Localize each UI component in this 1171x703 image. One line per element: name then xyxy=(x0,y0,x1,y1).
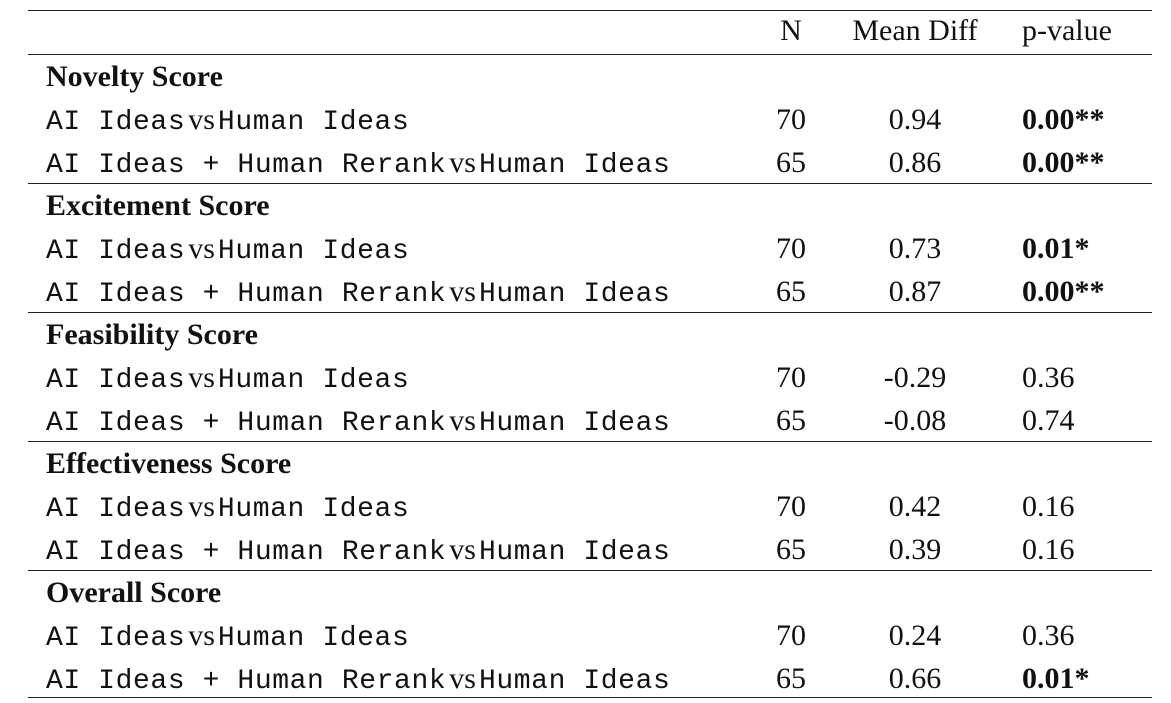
comparison-right: Human Ideas xyxy=(478,279,671,310)
mean-diff-value: 0.24 xyxy=(888,619,942,652)
n-value: 70 xyxy=(776,103,806,136)
comparison-label xyxy=(46,356,409,399)
n-value: 70 xyxy=(776,232,806,265)
comparison-right: Human Ideas xyxy=(478,666,671,697)
table-row xyxy=(0,227,1171,270)
comparison-right: Human Ideas xyxy=(217,107,410,138)
mean-diff-value: 0.42 xyxy=(888,490,942,523)
mean-diff-value: 0.87 xyxy=(888,275,942,308)
section-title: Novelty Score xyxy=(46,60,223,93)
comparison-right: Human Ideas xyxy=(478,537,671,568)
n-value: 65 xyxy=(776,146,806,179)
mean-diff-value: 0.94 xyxy=(888,103,942,136)
comparison-vs: vs xyxy=(449,146,476,179)
section-title: Effectiveness Score xyxy=(46,447,292,480)
comparison-right: Human Ideas xyxy=(478,408,671,439)
mean-diff-value: -0.08 xyxy=(883,404,947,437)
table-row xyxy=(0,399,1171,442)
mean-diff-value: -0.29 xyxy=(883,361,947,394)
comparison-left: AI Ideas xyxy=(46,365,186,396)
header-row xyxy=(0,9,1171,52)
table-row xyxy=(0,614,1171,657)
n-value: 70 xyxy=(776,619,806,652)
p-value: 0.01* xyxy=(1022,232,1090,265)
comparison-left: AI Ideas + Human Rerank xyxy=(46,279,447,310)
p-value: 0.16 xyxy=(1022,490,1075,523)
comparison-right: Human Ideas xyxy=(478,150,671,181)
comparison-vs: vs xyxy=(449,275,476,308)
header-n: N xyxy=(780,14,802,47)
comparison-label xyxy=(46,485,409,528)
comparison-left: AI Ideas + Human Rerank xyxy=(46,150,447,181)
comparison-label xyxy=(46,227,409,270)
header-mean-diff: Mean Diff xyxy=(852,14,978,47)
section-title: Feasibility Score xyxy=(46,318,258,351)
n-value: 70 xyxy=(776,361,806,394)
n-value: 65 xyxy=(776,533,806,566)
comparison-right: Human Ideas xyxy=(217,365,410,396)
p-value: 0.00** xyxy=(1022,146,1105,179)
comparison-left: AI Ideas xyxy=(46,107,186,138)
comparison-label xyxy=(46,657,670,700)
p-value: 0.01* xyxy=(1022,662,1090,695)
p-value: 0.00** xyxy=(1022,103,1105,136)
n-value: 70 xyxy=(776,490,806,523)
mean-diff-value: 0.86 xyxy=(888,146,942,179)
comparison-vs: vs xyxy=(188,361,215,394)
p-value: 0.74 xyxy=(1022,404,1075,437)
table-row xyxy=(0,485,1171,528)
p-value: 0.00** xyxy=(1022,275,1105,308)
comparison-label xyxy=(46,399,670,442)
comparison-label xyxy=(46,141,670,184)
comparison-label xyxy=(46,614,409,657)
table-row xyxy=(0,528,1171,571)
comparison-right: Human Ideas xyxy=(217,494,410,525)
bottom-rule xyxy=(28,697,1152,698)
mean-diff-value: 0.66 xyxy=(888,662,942,695)
comparison-label xyxy=(46,528,670,571)
n-value: 65 xyxy=(776,662,806,695)
table-row xyxy=(0,141,1171,184)
comparison-vs: vs xyxy=(188,619,215,652)
comparison-label xyxy=(46,98,409,141)
comparison-vs: vs xyxy=(188,490,215,523)
mean-diff-value: 0.73 xyxy=(888,232,942,265)
n-value: 65 xyxy=(776,404,806,437)
comparison-vs: vs xyxy=(449,533,476,566)
p-value: 0.16 xyxy=(1022,533,1075,566)
section-title: Overall Score xyxy=(46,576,222,609)
comparison-vs: vs xyxy=(188,232,215,265)
comparison-vs: vs xyxy=(449,404,476,437)
p-value: 0.36 xyxy=(1022,361,1075,394)
comparison-left: AI Ideas xyxy=(46,494,186,525)
comparison-vs: vs xyxy=(188,103,215,136)
header-p-value: p-value xyxy=(1022,14,1112,47)
p-value: 0.36 xyxy=(1022,619,1075,652)
section-title: Excitement Score xyxy=(46,189,270,222)
comparison-label xyxy=(46,270,670,313)
comparison-right: Human Ideas xyxy=(217,623,410,654)
comparison-left: AI Ideas xyxy=(46,236,186,267)
comparison-left: AI Ideas + Human Rerank xyxy=(46,408,447,439)
comparison-left: AI Ideas + Human Rerank xyxy=(46,666,447,697)
table-row xyxy=(0,98,1171,141)
comparison-left: AI Ideas xyxy=(46,623,186,654)
comparison-right: Human Ideas xyxy=(217,236,410,267)
table-row xyxy=(0,356,1171,399)
comparison-left: AI Ideas + Human Rerank xyxy=(46,537,447,568)
mean-diff-value: 0.39 xyxy=(888,533,942,566)
comparison-vs: vs xyxy=(449,662,476,695)
n-value: 65 xyxy=(776,275,806,308)
table-row xyxy=(0,270,1171,313)
table-row xyxy=(0,657,1171,700)
